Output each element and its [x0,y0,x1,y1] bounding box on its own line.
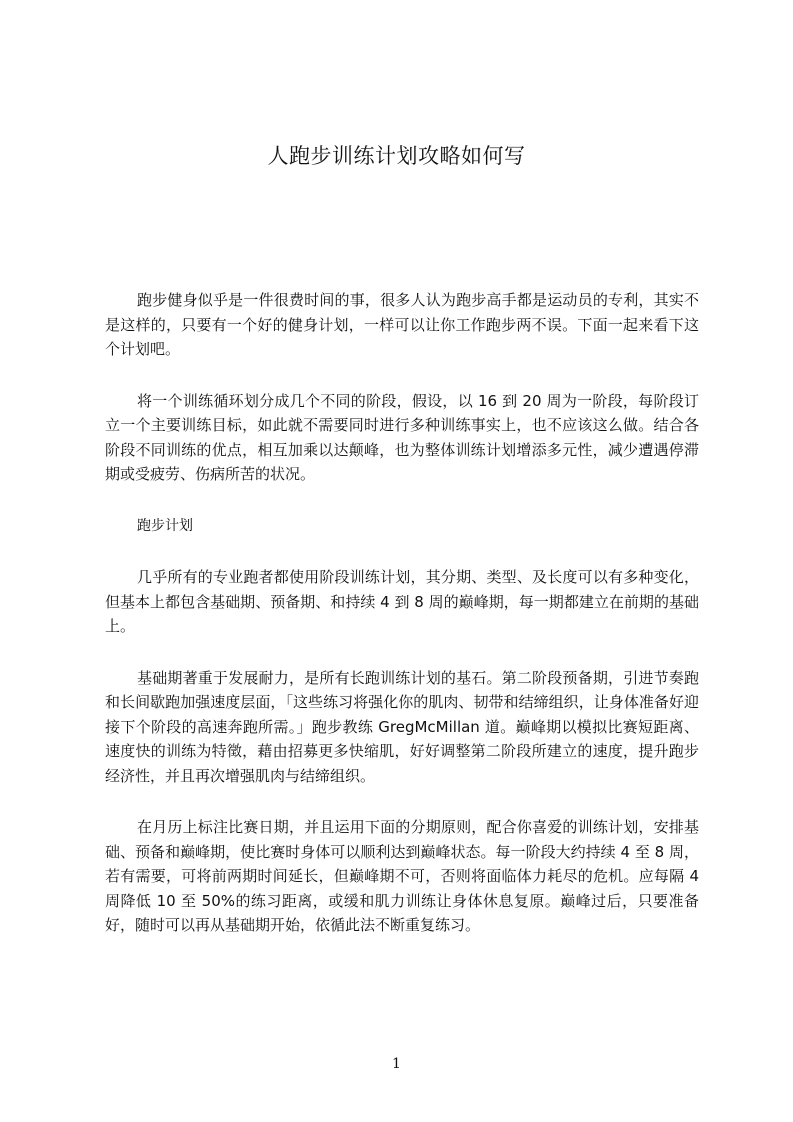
paragraph-schedule: 在月历上标注比赛日期，并且运用下面的分期原则，配合你喜爱的训练计划，安排基础、预备和巅峰期，使比赛时身体可以顺利达到巅峰状态。每一阶段大约持续 4 至 8 周，若有需要，可将前两期时间延长，但巅峰期不可，否则将面临体力耗尽的危机。应每隔 4 周降低 10 至 50%的练习距离，或缓和肌力训练让身体休息复原。巅峰过后，只要准备好，随时可以再从基础期开始，依循此法不断重复练习。 [105,818,699,934]
section-heading: 跑步计划 [137,517,193,534]
paragraph-intro: 跑步健身似乎是一件很费时间的事，很多人认为跑步高手都是运动员的专利，其实不是这样的，只要有一个好的健身计划，一样可以让你工作跑步两不误。下面一起来看下这个计划吧。 [105,291,699,358]
page-number: 1 [392,1056,401,1072]
paragraph-periodization: 几乎所有的专业跑者都使用阶段训练计划，其分期、类型、及长度可以有多种变化，但基本上都包含基础期、预备期、和持续 4 到 8 周的巅峰期，每一期都建立在前期的基础上。 [105,568,699,635]
document-title: 人跑步训练计划攻略如何写 [267,144,526,168]
document-body [105,288,699,965]
paragraph-phases: 基础期著重于发展耐力，是所有长跑训练计划的基石。第二阶段预备期，引进节奏跑和长间歇跑加强速度层面，「这些练习将强化你的肌肉、韧带和结缔组织，让身体准备好迎接下个阶段的高速奔跑所需。」跑步教练 GregMcMillan 道。巅峰期以模拟比赛短距离、速度快的训练为特徵，藉由招募更多快缩肌，好好调整第二阶段所建立的速度，提升跑步经济性，并且再次增强肌肉与结缔组织。 [105,668,699,785]
paragraph-training-cycle: 将一个训练循环划分成几个不同的阶段，假设，以 16 到 20 周为一阶段，每阶段订立一个主要训练目标，如此就不需要同时进行多种训练事实上，也不应该这么做。结合各阶段不同训练的优点，相互加乘以达颠峰，也为整体训练计划增添多元性，减少遭遇停滞期或受疲劳、伤病所苦的状况。 [105,391,699,483]
